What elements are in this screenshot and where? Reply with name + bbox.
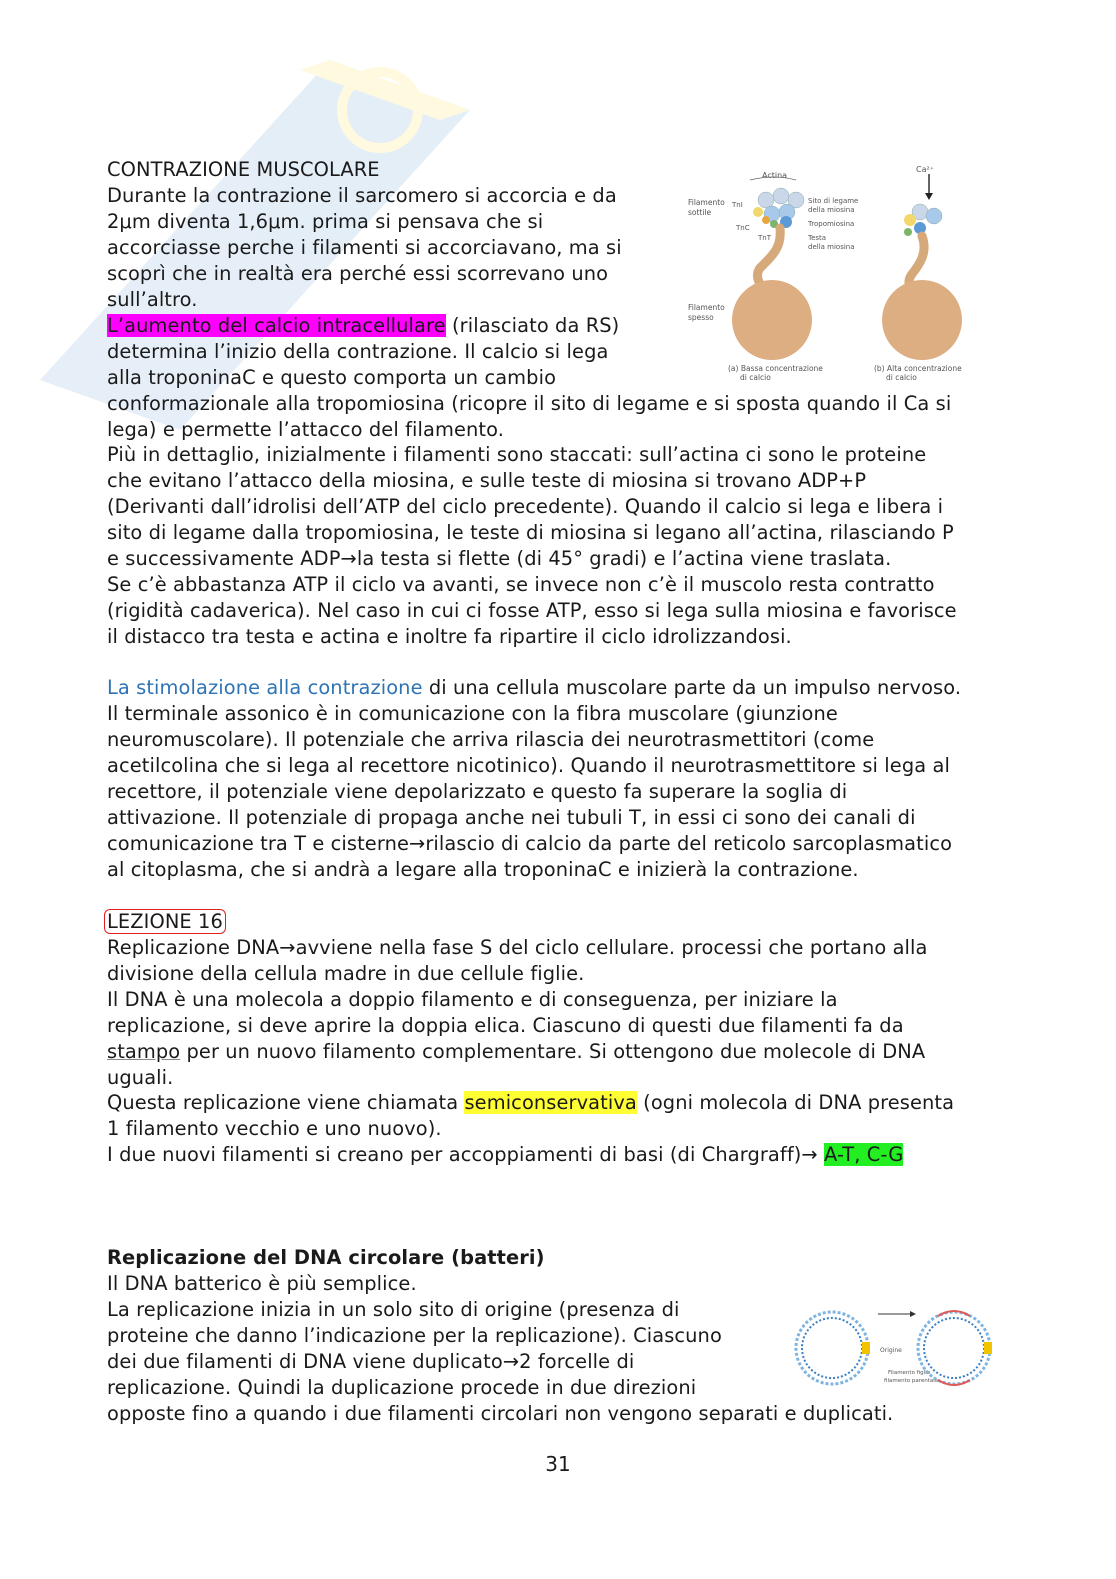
text-line [107,675,961,701]
label-testa-1: Testa [808,234,827,242]
text-span: per un nuovo filamento complementare. Si ottengono due molecole di DNA [180,1040,926,1063]
text-span: di una cellula muscolare parte da un impulso nervoso. [422,676,962,699]
text-line [107,1090,954,1116]
label-sito-2: della miosina [808,206,855,214]
label-sito-1: Sito di legame [808,197,859,205]
heading-lezione [107,909,226,935]
caption-a-2: di calcio [740,373,771,382]
text-line: Se c’è abbastanza ATP il ciclo va avanti, se invece non c’è il muscolo resta contratto [107,573,935,596]
text-line: divisione della cellula madre in due cellule figlie. [107,962,585,985]
label-tni: TnI [732,201,743,209]
text-line: sull’altro. [107,288,198,311]
text-line: acetilcolina che si lega al recettore nicotinico). Quando il neurotrasmettitore si lega al [107,754,950,777]
heading-dna-circolare: Replicazione del DNA circolare (batteri) [107,1246,545,1269]
text-line: 1 filamento vecchio e uno nuovo). [107,1117,442,1140]
circular-dna-diagram [788,1296,998,1392]
underlined-stampo: stampo [107,1040,181,1063]
text-line: 2μm diventa 1,6μm. prima si pensava che si [107,210,544,233]
text-span: I due nuovi filamenti si creano per accoppiamenti di basi (di Chargraff)→ [107,1143,825,1166]
text-line: proteine che danno l’indicazione per la replicazione). Ciascuno [107,1324,722,1347]
text-line: Durante la contrazione il sarcomero si accorcia e da [107,184,617,207]
caption-b-2: di calcio [886,373,917,382]
text-line: al citoplasma, che si andrà a legare alla troponinaC e inizierà la contrazione. [107,858,859,881]
text-line: Il DNA è una molecola a doppio filamento e di conseguenza, per iniziare la [107,988,838,1011]
label-tnt: TnT [758,234,771,242]
text-line [107,313,619,339]
text-line: (rigidità cadaverica). Nel caso in cui ci fosse ATP, esso si lega sulla miosina e favorisce [107,599,957,622]
troponin-diagram [684,160,984,385]
text-line: attivazione. Il potenziale di propaga anche nei tubuli T, in essi ci sono dei canali di [107,806,916,829]
page-number: 31 [545,1452,571,1476]
text-line: il distacco tra testa e actina e inoltre fa ripartire il ciclo idrolizzandosi. [107,625,792,648]
text-line: opposte fino a quando i due filamenti circolari non vengono separati e duplicati. [107,1402,894,1425]
label-filamento-spesso-1: Filamento [688,303,725,312]
text-line [107,1142,903,1168]
label-filamento-sottile-2: sottile [688,208,712,217]
text-line: La replicazione inizia in un solo sito di origine (presenza di [107,1298,680,1321]
text-line: replicazione. Quindi la duplicazione procede in due direzioni [107,1376,697,1399]
text-line: che evitano l’attacco della miosina, e sulle teste di miosina si trovano ADP+P [107,469,867,492]
lezione-box: LEZIONE 16 [104,909,226,934]
highlight-calcio: L’aumento del calcio intracellulare [107,314,446,337]
label-filamento-parentale: filamento parentale [884,1378,939,1384]
text-line: Replicazione DNA→avviene nella fase S del ciclo cellulare. processi che portano alla [107,936,928,959]
link-stimolazione: La stimolazione alla contrazione [107,676,423,699]
text-line: scoprì che in realtà era perché essi scorrevano uno [107,262,609,285]
label-ca: Ca²⁺ [916,165,934,174]
text-span: (rilasciato da RS) [445,314,620,337]
text-line: alla troponinaC e questo comporta un cambio [107,366,557,389]
text-line: replicazione, si deve aprire la doppia elica. Ciascuno di questi due filamenti fa da [107,1014,904,1037]
text-line: dei due filamenti di DNA viene duplicato→2 forcelle di [107,1350,635,1373]
text-line: determina l’inizio della contrazione. Il calcio si lega [107,340,609,363]
label-filamento-sottile-1: Filamento [688,198,725,207]
text-line: lega) e permette l’attacco del filamento. [107,418,504,441]
highlight-basi: A-T, C-G [824,1143,904,1166]
label-origine: Origine [880,1347,902,1354]
text-span: (ogni molecola di DNA presenta [636,1091,955,1114]
label-filamento-spesso-2: spesso [688,313,714,322]
text-line: sito di legame dalla tropomiosina, le teste di miosina si legano all’actina, rilasciando P [107,521,954,544]
text-line: e successivamente ADP→la testa si flette (di 45° gradi) e l’actina viene traslata. [107,547,892,570]
text-line: accorciasse perche i filamenti si accorciavano, ma si [107,236,622,259]
text-line: recettore, il potenziale viene depolarizzato e questo fa superare la soglia di [107,780,848,803]
text-line: conformazionale alla tropomiosina (ricopre il sito di legame e si sposta quando il Ca si [107,392,952,415]
text-line: Più in dettaglio, inizialmente i filamenti sono staccati: sull’actina ci sono le proteine [107,443,927,466]
label-filamento-figlio: Filamento figlio [888,1370,931,1376]
label-testa-2: della miosina [808,243,855,251]
label-actina: Actina [762,171,788,180]
caption-b-1: (b) Alta concentrazione [874,364,962,373]
heading-contrazione: CONTRAZIONE MUSCOLARE [107,158,380,181]
text-line: (Derivanti dall’idrolisi dell’ATP del ciclo precedente). Quando il calcio si lega e libera i [107,495,944,518]
label-tnc: TnC [736,224,750,232]
caption-a-1: (a) Bassa concentrazione [728,364,823,373]
text-line: neuromuscolare). Il potenziale che arriva rilascia dei neurotrasmettitori (come [107,728,875,751]
label-tropomiosina: Tropomiosina [808,220,855,228]
text-line: uguali. [107,1066,174,1089]
text-line: comunicazione tra T e cisterne→rilascio di calcio da parte del reticolo sarcoplasmatico [107,832,953,855]
text-line [107,1039,925,1065]
highlight-semiconservativa: semiconservativa [464,1091,637,1114]
text-line: Il terminale assonico è in comunicazione con la fibra muscolare (giunzione [107,702,838,725]
text-line: Il DNA batterico è più semplice. [107,1272,417,1295]
text-span: Questa replicazione viene chiamata [107,1091,465,1114]
